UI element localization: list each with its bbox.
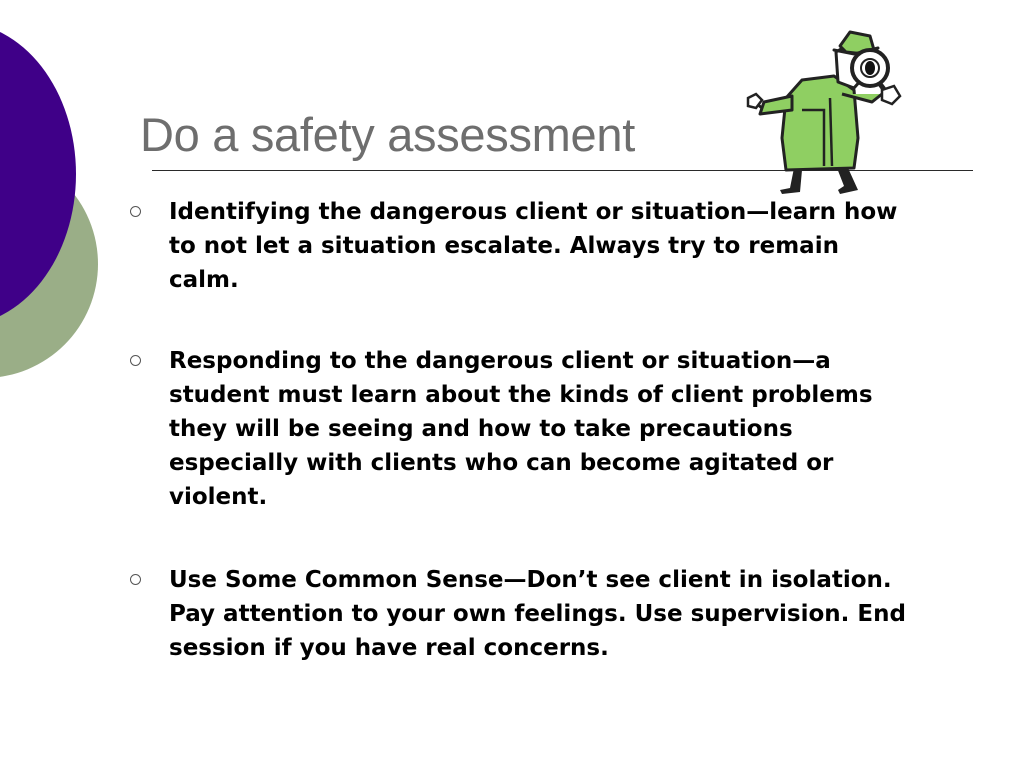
bullet-text: Responding to the dangerous client or situation—a student must learn about the kinds of client problems they will be seeing and how to take precautions especially with clients who can become agitated or violent. bbox=[169, 348, 873, 510]
bullet-text: Identifying the dangerous client or situation—learn how to not let a situation escalate. Always try to remain calm. bbox=[169, 199, 898, 293]
hollow-circle-bullet-icon bbox=[130, 574, 141, 585]
hollow-circle-bullet-icon bbox=[130, 206, 141, 217]
hollow-circle-bullet-icon bbox=[130, 355, 141, 366]
slide-title: Do a safety assessment bbox=[140, 108, 635, 161]
detective-with-magnifying-glass-icon bbox=[742, 28, 912, 198]
bullet-text: Use Some Common Sense—Don’t see client in isolation. Pay attention to your own feelings. Use supervision. End session if you have real concerns. bbox=[169, 567, 906, 661]
